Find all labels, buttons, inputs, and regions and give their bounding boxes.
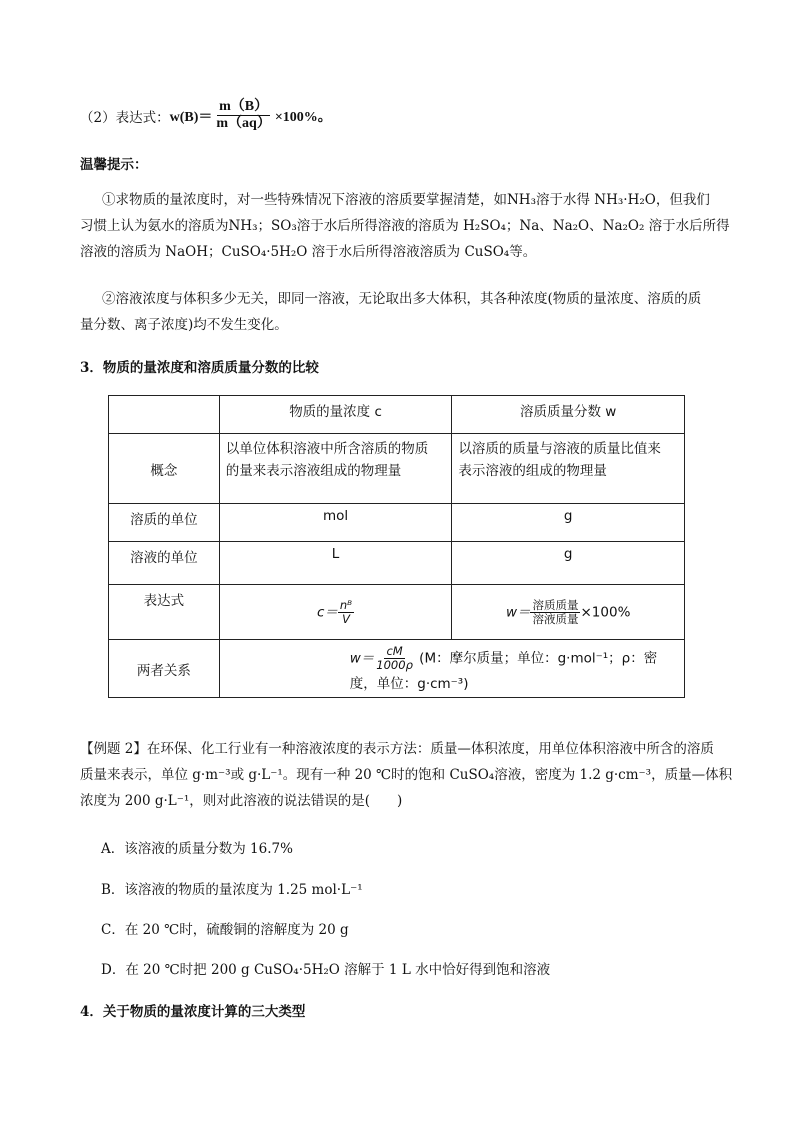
- solute-unit-c: mol: [219, 504, 452, 542]
- solution-unit-c: L: [219, 542, 452, 585]
- row-label-expression: 表达式: [109, 585, 220, 640]
- concept-w-line-1: 以溶质的质量与溶液的质量比值来: [458, 441, 661, 457]
- concept-w-line-2: 表示溶液的组成的物理量: [458, 463, 607, 479]
- table-row: [109, 585, 685, 640]
- formula-denominator: m（aq）: [216, 116, 271, 131]
- expression-w-cell: [452, 585, 685, 640]
- section3-heading: 3．物质的量浓度和溶质质量分数的比较: [80, 360, 319, 376]
- option-d: D．在 20 ℃时把 200 g CuSO₄·5H₂O 溶解于 1 L 水中恰好得到饱和溶液: [101, 962, 551, 978]
- option-c: C．在 20 ℃时，硫酸铜的溶解度为 20 g: [101, 922, 349, 938]
- table-header-row: [109, 396, 685, 434]
- tip2-paragraph: [80, 286, 720, 338]
- solute-unit-w: g: [452, 504, 685, 542]
- relation-num: cM: [386, 644, 403, 658]
- relation-tail: (M：摩尔质量；单位：g·mol⁻¹；ρ：密度，单位：g·cm⁻³): [349, 650, 658, 692]
- expr-w-tail: ×100%: [580, 604, 631, 620]
- concept-c-line-1: 以单位体积溶液中所含溶质的物质: [225, 441, 429, 457]
- table-corner-cell: [109, 396, 220, 434]
- relation-den: 1000ρ: [376, 658, 413, 672]
- table-row: [109, 504, 685, 542]
- concept-c-cell: [219, 434, 452, 504]
- expr-c-den: V: [342, 611, 350, 626]
- expr-c-lhs: c＝: [316, 604, 338, 620]
- formula-numerator: m（B）: [219, 99, 269, 114]
- section4-heading: 4．关于物质的量浓度计算的三大类型: [80, 1004, 306, 1020]
- row-label-solution-unit: 溶液的单位: [109, 542, 220, 585]
- concept-w-cell: [452, 434, 685, 504]
- table-row: [109, 542, 685, 585]
- expression-c-cell: [219, 585, 452, 640]
- formula-tail: ×100%。: [274, 109, 332, 125]
- option-b: B．该溶液的物质的量浓度为 1.25 mol·L⁻¹: [101, 882, 363, 898]
- expr-w-lhs: w＝: [505, 604, 531, 620]
- formula-lhs: w(B)＝: [169, 109, 213, 125]
- table-row: [109, 640, 685, 698]
- comparison-table: [108, 395, 685, 698]
- expr-w-num: 溶质质量: [532, 597, 579, 612]
- example-line-1: 【例题 2】在环保、化工行业有一种溶液浓度的表示方法：质量—体积浓度，用单位体积溶液中所含的溶质: [80, 741, 714, 757]
- example-line-2: 质量来表示，单位 g·m⁻³或 g·L⁻¹。现有一种 20 ℃时的饱和 CuSO₄溶液，密度为 1.2 g·cm⁻³，质量—体积: [80, 767, 733, 783]
- relation-cell: [219, 640, 684, 698]
- tip-title: 温馨提示：: [80, 157, 148, 173]
- tip1-line-1: ①求物质的量浓度时，对一些特殊情况下溶液的溶质要掌握清楚，如NH₃溶于水得 NH₃·H₂O，但我们: [102, 192, 710, 208]
- expr-c-num: nᴮ: [339, 597, 353, 612]
- expr-w-den: 溶液质量: [532, 611, 579, 626]
- solution-unit-w: g: [452, 542, 685, 585]
- tip1-line-2: 习惯上认为氨水的溶质为NH₃；SO₃溶于水后所得溶液的溶质为 H₂SO₄；Na、Na₂O、Na₂O₂ 溶于水后所得: [80, 218, 730, 234]
- table-row: [109, 434, 685, 504]
- row-label-concept: 概念: [109, 434, 220, 504]
- row-label-solute-unit: 溶质的单位: [109, 504, 220, 542]
- tip1-paragraph: [80, 187, 730, 265]
- expression-line: [80, 99, 332, 132]
- option-a: A．该溶液的质量分数为 16.7%: [101, 841, 293, 857]
- expression-formula: [170, 99, 332, 132]
- tip2-line-1: ②溶液浓度与体积多少无关，即同一溶液，无论取出多大体积，其各种浓度(物质的量浓度、溶质的质: [102, 291, 702, 307]
- header-mass-fraction: 溶质质量分数 w: [452, 396, 685, 434]
- tip2-line-2: 量分数、离子浓度)均不发生变化。: [80, 317, 288, 333]
- example-paragraph: [80, 736, 733, 814]
- example-line-3: 浓度为 200 g·L⁻¹，则对此溶液的说法错误的是( ): [80, 793, 403, 809]
- row-label-relation: 两者关系: [109, 640, 220, 698]
- expression-label: （2）表达式：: [80, 109, 170, 126]
- relation-lhs: w＝: [349, 650, 375, 667]
- concept-c-line-2: 的量来表示溶液组成的物理量: [225, 463, 402, 479]
- header-molar-concentration: 物质的量浓度 c: [219, 396, 452, 434]
- tip1-line-3: 溶液的溶质为 NaOH；CuSO₄·5H₂O 溶于水后所得溶液溶质为 CuSO₄等。: [80, 244, 537, 260]
